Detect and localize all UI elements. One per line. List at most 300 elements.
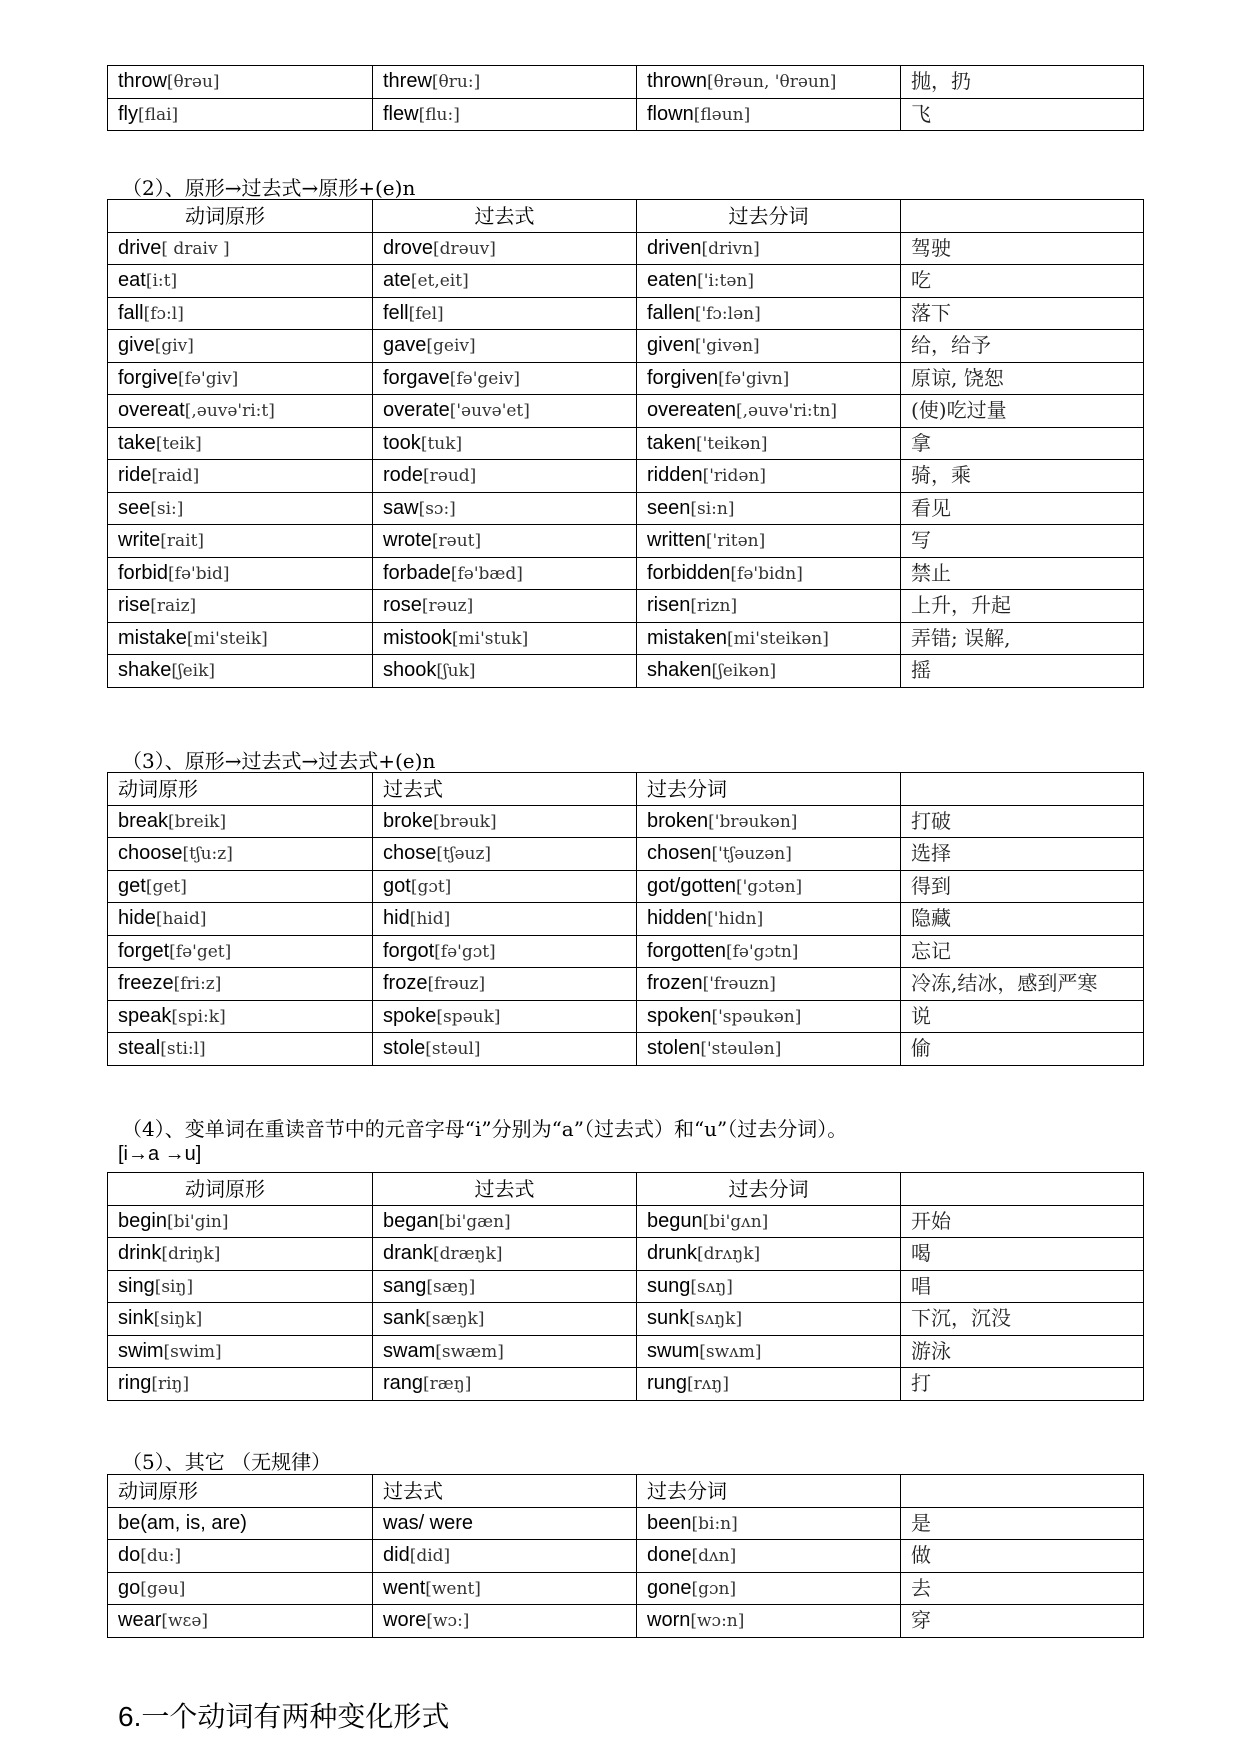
phonetic: [fə'geiv] xyxy=(449,368,520,389)
verb-word: drunk xyxy=(647,1242,698,1265)
past-participle-cell xyxy=(637,297,901,330)
table-row xyxy=(108,1033,1144,1066)
verb-word: went xyxy=(383,1576,426,1599)
meaning-cell xyxy=(901,1205,1144,1238)
verb-word: broke xyxy=(383,809,434,832)
table-row xyxy=(108,492,1144,525)
chinese-meaning: 开始 xyxy=(911,1208,951,1233)
past-tense-cell xyxy=(373,557,637,590)
verb-word: sink xyxy=(118,1307,154,1330)
verb-word: chosen xyxy=(647,842,712,865)
table-row xyxy=(108,395,1144,428)
header-cell: 过去式 xyxy=(373,1173,637,1206)
chinese-meaning: 拿 xyxy=(911,430,931,455)
heading-number: 6. xyxy=(118,1701,142,1732)
phonetic: [rəuz] xyxy=(421,596,474,617)
verb-word: begin xyxy=(118,1209,167,1232)
past-tense-cell xyxy=(373,968,637,1001)
verb-word: break xyxy=(118,809,169,832)
header-cell: 过去式 xyxy=(373,773,637,806)
meaning-cell xyxy=(901,330,1144,363)
phonetic: [ʃuk] xyxy=(436,661,476,682)
past-tense-cell xyxy=(373,590,637,623)
chinese-meaning: 说 xyxy=(911,1003,931,1028)
verb-word: forgive xyxy=(118,366,179,389)
verb-word: overeat xyxy=(118,399,185,422)
past-participle-cell xyxy=(637,935,901,968)
verb-word: forget xyxy=(118,939,170,962)
past-tense-cell xyxy=(373,1572,637,1605)
verb-word: fell xyxy=(383,301,409,324)
base-form-cell xyxy=(108,362,373,395)
past-tense-cell xyxy=(373,297,637,330)
phonetic: [si:] xyxy=(150,498,184,519)
chinese-meaning: 骑，乘 xyxy=(911,463,971,488)
verb-word: overeaten xyxy=(647,399,736,422)
verb-word: rung xyxy=(647,1372,688,1395)
phonetic: [giv] xyxy=(154,336,194,357)
meaning-cell xyxy=(901,1335,1144,1368)
header-cell xyxy=(901,1475,1144,1508)
phonetic: [rʌŋ] xyxy=(687,1374,729,1395)
chinese-meaning: 隐藏 xyxy=(911,906,951,931)
phonetic: [breik] xyxy=(168,811,227,832)
past-tense-cell xyxy=(373,1303,637,1336)
past-tense-cell xyxy=(373,622,637,655)
past-tense-cell xyxy=(373,395,637,428)
base-form-cell xyxy=(108,1205,373,1238)
verb-word: freeze xyxy=(118,972,174,995)
chinese-meaning: 打 xyxy=(911,1371,931,1396)
verb-word: steal xyxy=(118,1037,161,1060)
phonetic: [rait] xyxy=(160,531,205,552)
chinese-meaning: 吃 xyxy=(911,268,931,293)
verb-word: done xyxy=(647,1544,692,1567)
header-cell: 过去分词 xyxy=(637,1173,901,1206)
meaning-cell xyxy=(901,98,1144,131)
verb-word: throw xyxy=(118,70,167,93)
table-row xyxy=(108,1303,1144,1336)
past-participle-cell xyxy=(637,1335,901,1368)
phonetic: [bi'gʌn] xyxy=(702,1211,769,1232)
past-participle-cell xyxy=(637,265,901,298)
meaning-cell xyxy=(901,265,1144,298)
verb-word: shaken xyxy=(647,659,712,682)
verb-word: risen xyxy=(647,594,691,617)
phonetic: [siŋk] xyxy=(153,1309,203,1330)
meaning-cell xyxy=(901,232,1144,265)
verb-word: written xyxy=(647,529,706,552)
phonetic: [wɔ:] xyxy=(426,1611,470,1632)
chinese-meaning: 去 xyxy=(911,1575,931,1600)
chinese-meaning: (使)吃过量 xyxy=(911,398,1007,423)
meaning-cell xyxy=(901,427,1144,460)
table-row xyxy=(108,622,1144,655)
phonetic: ['givən] xyxy=(694,336,760,357)
base-form-cell xyxy=(108,1572,373,1605)
phonetic: [,əuvə'ri:t] xyxy=(184,401,275,422)
chinese-meaning: 抛，扔 xyxy=(911,69,971,94)
meaning-cell xyxy=(901,557,1144,590)
verb-word: eaten xyxy=(647,269,698,292)
phonetic: ['frəuzn] xyxy=(702,974,776,995)
chinese-meaning: 偷 xyxy=(911,1036,931,1061)
verb-word: ridden xyxy=(647,464,703,487)
verb-word: shook xyxy=(383,659,437,682)
meaning-cell xyxy=(901,1572,1144,1605)
phonetic: [geiv] xyxy=(426,336,476,357)
past-participle-cell xyxy=(637,98,901,131)
past-participle-cell xyxy=(637,1605,901,1638)
phonetic: [spi:k] xyxy=(171,1006,226,1027)
phonetic: [sti:l] xyxy=(160,1039,206,1060)
past-participle-cell xyxy=(637,1033,901,1066)
verb-word: took xyxy=(383,431,421,454)
phonetic: [fləun] xyxy=(693,104,751,125)
phonetic: [flu:] xyxy=(418,104,460,125)
phonetic: [bi'gæn] xyxy=(438,1211,511,1232)
phonetic: ['i:tən] xyxy=(697,271,755,292)
table-header-row xyxy=(108,773,1144,806)
verb-word: forbidden xyxy=(647,561,731,584)
meaning-cell xyxy=(901,870,1144,903)
base-form-cell xyxy=(108,903,373,936)
meaning-cell xyxy=(901,525,1144,558)
base-form-cell xyxy=(108,1605,373,1638)
past-participle-cell xyxy=(637,395,901,428)
phonetic: [et,eit] xyxy=(410,271,469,292)
past-tense-cell xyxy=(373,935,637,968)
table-row xyxy=(108,805,1144,838)
past-tense-cell xyxy=(373,870,637,903)
phonetic: [wɛə] xyxy=(161,1611,209,1632)
base-form-cell xyxy=(108,1540,373,1573)
phonetic: [get] xyxy=(145,876,187,897)
past-tense-cell xyxy=(373,903,637,936)
verb-word: got/gotten xyxy=(647,874,736,897)
chinese-meaning: 游泳 xyxy=(911,1338,951,1363)
phonetic: [θrəu] xyxy=(166,72,220,93)
past-tense-cell xyxy=(373,1238,637,1271)
meaning-cell xyxy=(901,903,1144,936)
past-tense-cell xyxy=(373,66,637,99)
phonetic: [wɔ:n] xyxy=(690,1611,745,1632)
verb-word: froze xyxy=(383,972,428,995)
phonetic: [sæŋ] xyxy=(426,1276,476,1297)
verb-word: did xyxy=(383,1544,410,1567)
phonetic: [gəu] xyxy=(140,1578,186,1599)
verb-word: frozen xyxy=(647,972,703,995)
meaning-cell xyxy=(901,935,1144,968)
section-title-3: （3）、原形→过去式→过去式+(e)n xyxy=(122,749,436,773)
past-participle-cell xyxy=(637,968,901,1001)
phonetic: [sʌŋk] xyxy=(689,1309,743,1330)
phonetic: [dʌn] xyxy=(691,1546,737,1567)
phonetic: [fɔ:l] xyxy=(143,303,184,324)
table-header-row xyxy=(108,1475,1144,1508)
phonetic: ['gɔtən] xyxy=(735,876,803,897)
verb-word: spoken xyxy=(647,1004,712,1027)
meaning-cell xyxy=(901,1507,1144,1540)
base-form-cell xyxy=(108,525,373,558)
table-row xyxy=(108,1540,1144,1573)
table-row xyxy=(108,1605,1144,1638)
verb-word: flew xyxy=(383,102,419,125)
base-form-cell xyxy=(108,1335,373,1368)
past-participle-cell xyxy=(637,1507,901,1540)
verb-word: drank xyxy=(383,1242,434,1265)
phonetic: [drʌŋk] xyxy=(697,1244,761,1265)
phonetic: [fə'gɔtn] xyxy=(725,941,799,962)
phonetic: [rəud] xyxy=(423,466,477,487)
chinese-meaning: 写 xyxy=(911,528,931,553)
verb-word: ate xyxy=(383,269,411,292)
phonetic: [drəuv] xyxy=(433,238,496,259)
phonetic: ['ridən] xyxy=(702,466,767,487)
verb-word: choose xyxy=(118,842,183,865)
base-form-cell xyxy=(108,590,373,623)
chinese-meaning: 得到 xyxy=(911,873,951,898)
verb-word: forgiven xyxy=(647,366,719,389)
base-form-cell xyxy=(108,968,373,1001)
phonetic: [fri:z] xyxy=(173,974,222,995)
phonetic: [spəuk] xyxy=(436,1006,501,1027)
phonetic: [stəul] xyxy=(425,1039,481,1060)
header-cell: 过去式 xyxy=(373,1475,637,1508)
phonetic: [dræŋk] xyxy=(433,1244,503,1265)
past-participle-cell xyxy=(637,1205,901,1238)
past-participle-cell xyxy=(637,1000,901,1033)
phonetic: [drivn] xyxy=(701,238,760,259)
meaning-cell xyxy=(901,362,1144,395)
header-cell: 过去分词 xyxy=(637,200,901,233)
past-participle-cell xyxy=(637,1238,901,1271)
phonetic: [fə'givn] xyxy=(718,368,790,389)
phonetic: [hid] xyxy=(409,909,451,930)
past-tense-cell xyxy=(373,1000,637,1033)
meaning-cell xyxy=(901,492,1144,525)
chinese-meaning: 穿 xyxy=(911,1608,931,1633)
chinese-meaning: 冷冻,结冰，感到严寒 xyxy=(911,971,1098,996)
base-form-cell xyxy=(108,1270,373,1303)
verb-word: rise xyxy=(118,594,151,617)
verb-word: shake xyxy=(118,659,172,682)
table-row xyxy=(108,1507,1144,1540)
verb-word: write xyxy=(118,529,161,552)
phonetic: [si:n] xyxy=(690,498,735,519)
verb-word: take xyxy=(118,431,156,454)
phonetic: [siŋ] xyxy=(154,1276,194,1297)
verb-word: driven xyxy=(647,236,702,259)
phonetic: ['brəukən] xyxy=(708,811,798,832)
phonetic: [went] xyxy=(425,1578,481,1599)
verb-word: rang xyxy=(383,1372,424,1395)
past-participle-cell xyxy=(637,622,901,655)
verb-word: drove xyxy=(383,236,434,259)
chinese-meaning: 给，给予 xyxy=(911,333,991,358)
chinese-meaning: 飞 xyxy=(911,101,931,126)
verb-word: fallen xyxy=(647,301,695,324)
verb-word: sing xyxy=(118,1274,155,1297)
past-tense-cell xyxy=(373,427,637,460)
header-cell: 过去分词 xyxy=(637,773,901,806)
meaning-cell xyxy=(901,1033,1144,1066)
table-row xyxy=(108,968,1144,1001)
header-cell xyxy=(901,200,1144,233)
base-form-cell xyxy=(108,460,373,493)
header-cell: 动词原形 xyxy=(108,773,373,806)
past-participle-cell xyxy=(637,525,901,558)
past-tense-cell xyxy=(373,232,637,265)
past-tense-cell xyxy=(373,330,637,363)
verb-word: forbade xyxy=(383,561,451,584)
phonetic: ['tʃəuzən] xyxy=(711,844,792,865)
past-participle-cell xyxy=(637,1572,901,1605)
phonetic: [mi'steik] xyxy=(186,628,268,649)
base-form-cell xyxy=(108,427,373,460)
past-tense-cell xyxy=(373,655,637,688)
verb-word: wrote xyxy=(383,529,432,552)
verb-word: sung xyxy=(647,1274,691,1297)
verb-word: swim xyxy=(118,1339,164,1362)
header-cell xyxy=(901,773,1144,806)
past-participle-cell xyxy=(637,492,901,525)
chinese-meaning: 看见 xyxy=(911,495,951,520)
past-participle-cell xyxy=(637,1303,901,1336)
phonetic: [sɔ:] xyxy=(418,498,456,519)
phonetic: [fə'bid] xyxy=(168,563,230,584)
base-form-cell xyxy=(108,1238,373,1271)
base-form-cell xyxy=(108,265,373,298)
phonetic: [fel] xyxy=(408,303,444,324)
section-title-2: （2）、原形→过去式→原形+(e)n xyxy=(122,176,416,200)
base-form-cell xyxy=(108,935,373,968)
phonetic: [mi'steikən] xyxy=(727,628,829,649)
meaning-cell xyxy=(901,655,1144,688)
past-participle-cell xyxy=(637,870,901,903)
verb-word: get xyxy=(118,874,146,897)
verb-table-3 xyxy=(107,772,1144,1066)
verb-word: chose xyxy=(383,842,437,865)
past-tense-cell xyxy=(373,362,637,395)
verb-table-continued xyxy=(107,65,1144,131)
phonetic: [bi:n] xyxy=(691,1513,738,1534)
verb-word: swum xyxy=(647,1339,700,1362)
base-form-cell xyxy=(108,1303,373,1336)
chinese-meaning: 摇 xyxy=(911,658,931,683)
verb-word: ride xyxy=(118,464,152,487)
chinese-meaning: 选择 xyxy=(911,841,951,866)
verb-word: got xyxy=(383,874,411,897)
base-form-cell xyxy=(108,655,373,688)
verb-word: mistake xyxy=(118,626,187,649)
past-tense-cell xyxy=(373,1368,637,1401)
phonetic: [riŋ] xyxy=(151,1374,190,1395)
past-participle-cell xyxy=(637,655,901,688)
chinese-meaning: 上升，升起 xyxy=(911,593,1011,618)
phonetic: [sæŋk] xyxy=(425,1309,485,1330)
past-participle-cell xyxy=(637,1540,901,1573)
table-row xyxy=(108,655,1144,688)
base-form-cell xyxy=(108,297,373,330)
past-participle-cell xyxy=(637,805,901,838)
phonetic: [ draiv ] xyxy=(161,238,230,259)
past-tense-cell xyxy=(373,1270,637,1303)
table-row xyxy=(108,935,1144,968)
table-header-row xyxy=(108,200,1144,233)
phonetic: ['stəulən] xyxy=(700,1039,782,1060)
verb-word: sang xyxy=(383,1274,427,1297)
past-participle-cell xyxy=(637,232,901,265)
chinese-meaning: 原谅, 饶恕 xyxy=(911,365,1004,390)
meaning-cell xyxy=(901,622,1144,655)
verb-table-2 xyxy=(107,199,1144,688)
meaning-cell xyxy=(901,460,1144,493)
phonetic: [bi'gin] xyxy=(166,1211,229,1232)
meaning-cell xyxy=(901,590,1144,623)
past-participle-cell xyxy=(637,1270,901,1303)
verb-table-5 xyxy=(107,1474,1144,1638)
phonetic: [raid] xyxy=(151,466,200,487)
past-participle-cell xyxy=(637,427,901,460)
table-row xyxy=(108,903,1144,936)
verb-word: forgotten xyxy=(647,939,726,962)
meaning-cell xyxy=(901,1605,1144,1638)
table-row xyxy=(108,1205,1144,1238)
base-form-cell xyxy=(108,66,373,99)
phonetic: ['spəukən] xyxy=(711,1006,802,1027)
verb-word: wore xyxy=(383,1609,427,1632)
verb-word: mistook xyxy=(383,626,452,649)
past-participle-cell xyxy=(637,590,901,623)
section-title-5: （5）、其它 （无规律） xyxy=(122,1450,332,1474)
verb-word: sunk xyxy=(647,1307,690,1330)
heading-text: 一个动词有两种变化形式 xyxy=(141,1700,450,1733)
chinese-meaning: 打破 xyxy=(911,808,951,833)
verb-word: go xyxy=(118,1576,141,1599)
verb-word: begun xyxy=(647,1209,703,1232)
verb-word: rode xyxy=(383,464,424,487)
past-tense-cell xyxy=(373,265,637,298)
chinese-meaning: 下沉，沉没 xyxy=(911,1306,1011,1331)
verb-word: hide xyxy=(118,907,156,930)
past-participle-cell xyxy=(637,838,901,871)
table-row xyxy=(108,66,1144,99)
section-title-4: （4）、变单词在重读音节中的元音字母“i”分别为“a”（过去式）和“u”（过去分词）。 xyxy=(122,1117,848,1141)
past-tense-cell xyxy=(373,838,637,871)
phonetic: [fə'giv] xyxy=(178,368,239,389)
meaning-cell xyxy=(901,1000,1144,1033)
meaning-cell xyxy=(901,968,1144,1001)
past-tense-cell xyxy=(373,805,637,838)
phonetic: [haid] xyxy=(155,909,207,930)
phonetic: [du:] xyxy=(140,1546,182,1567)
past-tense-cell xyxy=(373,1205,637,1238)
verb-word: began xyxy=(383,1209,439,1232)
meaning-cell xyxy=(901,1540,1144,1573)
base-form-cell xyxy=(108,492,373,525)
phonetic: [sʌŋ] xyxy=(690,1276,733,1297)
verb-word: eat xyxy=(118,269,146,292)
phonetic: [θru:] xyxy=(431,72,481,93)
phonetic: [i:t] xyxy=(145,271,178,292)
meaning-cell xyxy=(901,1270,1144,1303)
verb-word: hidden xyxy=(647,907,708,930)
verb-word: speak xyxy=(118,1004,172,1027)
verb-word: flown xyxy=(647,102,694,125)
base-form-cell xyxy=(108,232,373,265)
verb-word: fall xyxy=(118,301,144,324)
